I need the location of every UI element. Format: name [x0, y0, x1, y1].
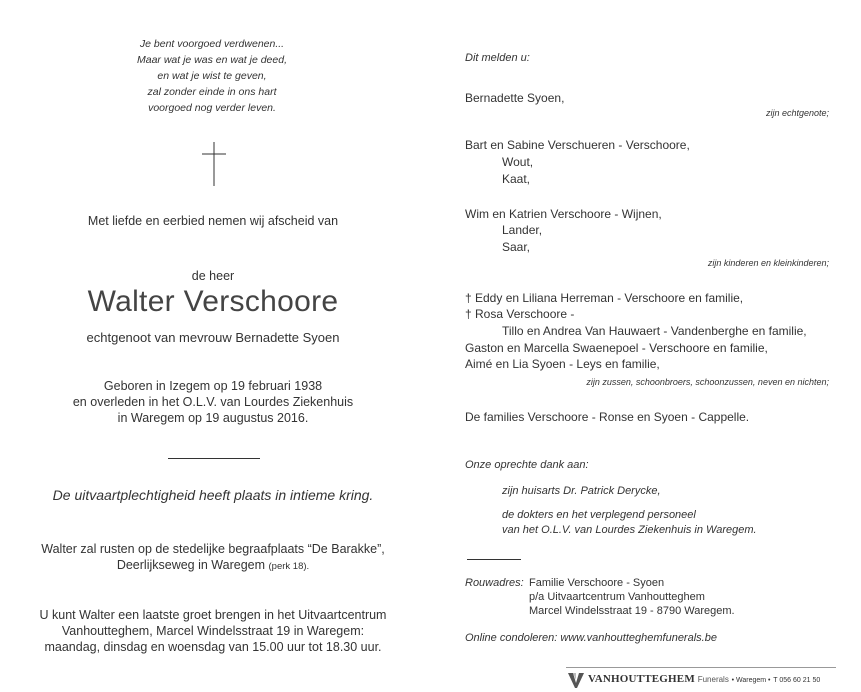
grandchild: Kaat, — [502, 172, 531, 186]
cross-icon — [200, 142, 228, 186]
rest-location: Deerlijkseweg in Waregem — [116, 558, 266, 572]
thanks-heading: Onze oprechte dank aan: — [465, 459, 589, 471]
ceremony-text: De uitvaartplechtigheid heeft plaats in intieme kring. — [52, 487, 374, 503]
poem-line: voorgoed nog verder leven. — [148, 102, 276, 114]
honorific: de heer — [191, 269, 235, 283]
divider-line — [467, 559, 521, 560]
address-line-3: Marcel Windelsstraat 19 - 8790 Waregem. — [529, 605, 735, 617]
rest-plot: (perk 18). — [268, 561, 310, 572]
address-line-1: Familie Verschoore - Syoen — [529, 577, 665, 589]
kids-role: zijn kinderen en kleinkinderen; — [707, 258, 829, 268]
rest-line-2 — [20, 558, 406, 572]
sibling-1: † Eddy en Liliana Herreman - Verschoore en familie, — [465, 291, 744, 305]
grandchild: Wout, — [502, 155, 534, 169]
thanks-staff-2: van het O.L.V. van Lourdes Ziekenhuis in Waregem. — [502, 524, 757, 536]
address-line-2: p/a Uitvaartcentrum Vanhoutteghem — [529, 591, 705, 603]
birth-line-1: Geboren in Izegem op 19 februari 1938 — [103, 379, 323, 393]
visit-line-1: U kunt Walter een laatste groet brengen in het Uitvaartcentrum — [39, 608, 387, 622]
siblings-role: zijn zussen, schoonbroers, schoonzussen, neven en nichten; — [586, 377, 829, 387]
poem-line: zal zonder einde in ons hart — [147, 86, 277, 98]
visit-line-3: maandag, dinsdag en woensdag van 15.00 uur tot 18.30 uur. — [44, 640, 382, 654]
sibling-3: Gaston en Marcella Swaenepoel - Verschoore en familie, — [465, 341, 768, 355]
online-condolence — [465, 632, 717, 644]
grandchild: Saar, — [502, 240, 531, 254]
announce-text: Dit melden u: — [465, 52, 530, 64]
grandchild: Lander, — [502, 223, 543, 237]
vanhoutteghem-logo-icon — [567, 671, 585, 689]
spouse-role: zijn echtgenote; — [765, 108, 829, 118]
family-2: Wim en Katrien Verschoore - Wijnen, — [465, 207, 662, 221]
sibling-2: † Rosa Verschoore - — [465, 307, 575, 321]
poem — [62, 36, 362, 116]
poem-line: Maar wat je was en wat je deed, — [137, 54, 287, 66]
online-label: Online condoleren: — [465, 632, 558, 644]
brand-name: VANHOUTTEGHEM — [588, 673, 695, 685]
sibling-4: Aimé en Lia Syoen - Leys en familie, — [465, 357, 660, 371]
birth-line-2: en overleden in het O.L.V. van Lourdes Ziekenhuis — [72, 395, 354, 409]
sibling-2-family: Tillo en Andrea Van Hauwaert - Vandenberghe en familie, — [502, 324, 807, 338]
family-1: Bart en Sabine Verschueren - Verschoore, — [465, 138, 690, 152]
poem-line: Je bent voorgoed verdwenen... — [139, 38, 285, 50]
rest-line-1: Walter zal rusten op de stedelijke begraafplaats “De Barakke”, — [41, 542, 385, 556]
deceased-name: Walter Verschoore — [87, 285, 339, 318]
spouse-name: Bernadette Syoen, — [465, 91, 565, 105]
divider-line — [168, 458, 260, 459]
online-url[interactable]: www.vanhoutteghemfunerals.be — [560, 632, 717, 644]
footer-brand — [588, 673, 820, 685]
address-label: Rouwadres: — [465, 577, 524, 589]
families-line: De families Verschoore - Ronse en Syoen - Cappelle. — [465, 410, 750, 424]
birth-line-3: in Waregem op 19 augustus 2016. — [117, 411, 309, 425]
thanks-staff-1: de dokters en het verplegend personeel — [502, 509, 696, 521]
spouse-line: echtgenoot van mevrouw Bernadette Syoen — [86, 330, 340, 345]
thanks-doctor: zijn huisarts Dr. Patrick Derycke, — [502, 485, 661, 497]
intro-text: Met liefde en eerbied nemen wij afscheid van — [87, 214, 339, 228]
footer-divider — [566, 667, 836, 668]
brand-city: • Waregem • — [731, 677, 771, 684]
brand-sub: Funerals — [697, 675, 729, 684]
poem-line: en wat je wist te geven, — [157, 70, 267, 82]
visit-line-2: Vanhoutteghem, Marcel Windelsstraat 19 in Waregem: — [61, 624, 365, 638]
brand-phone: T 056 60 21 50 — [773, 677, 821, 684]
